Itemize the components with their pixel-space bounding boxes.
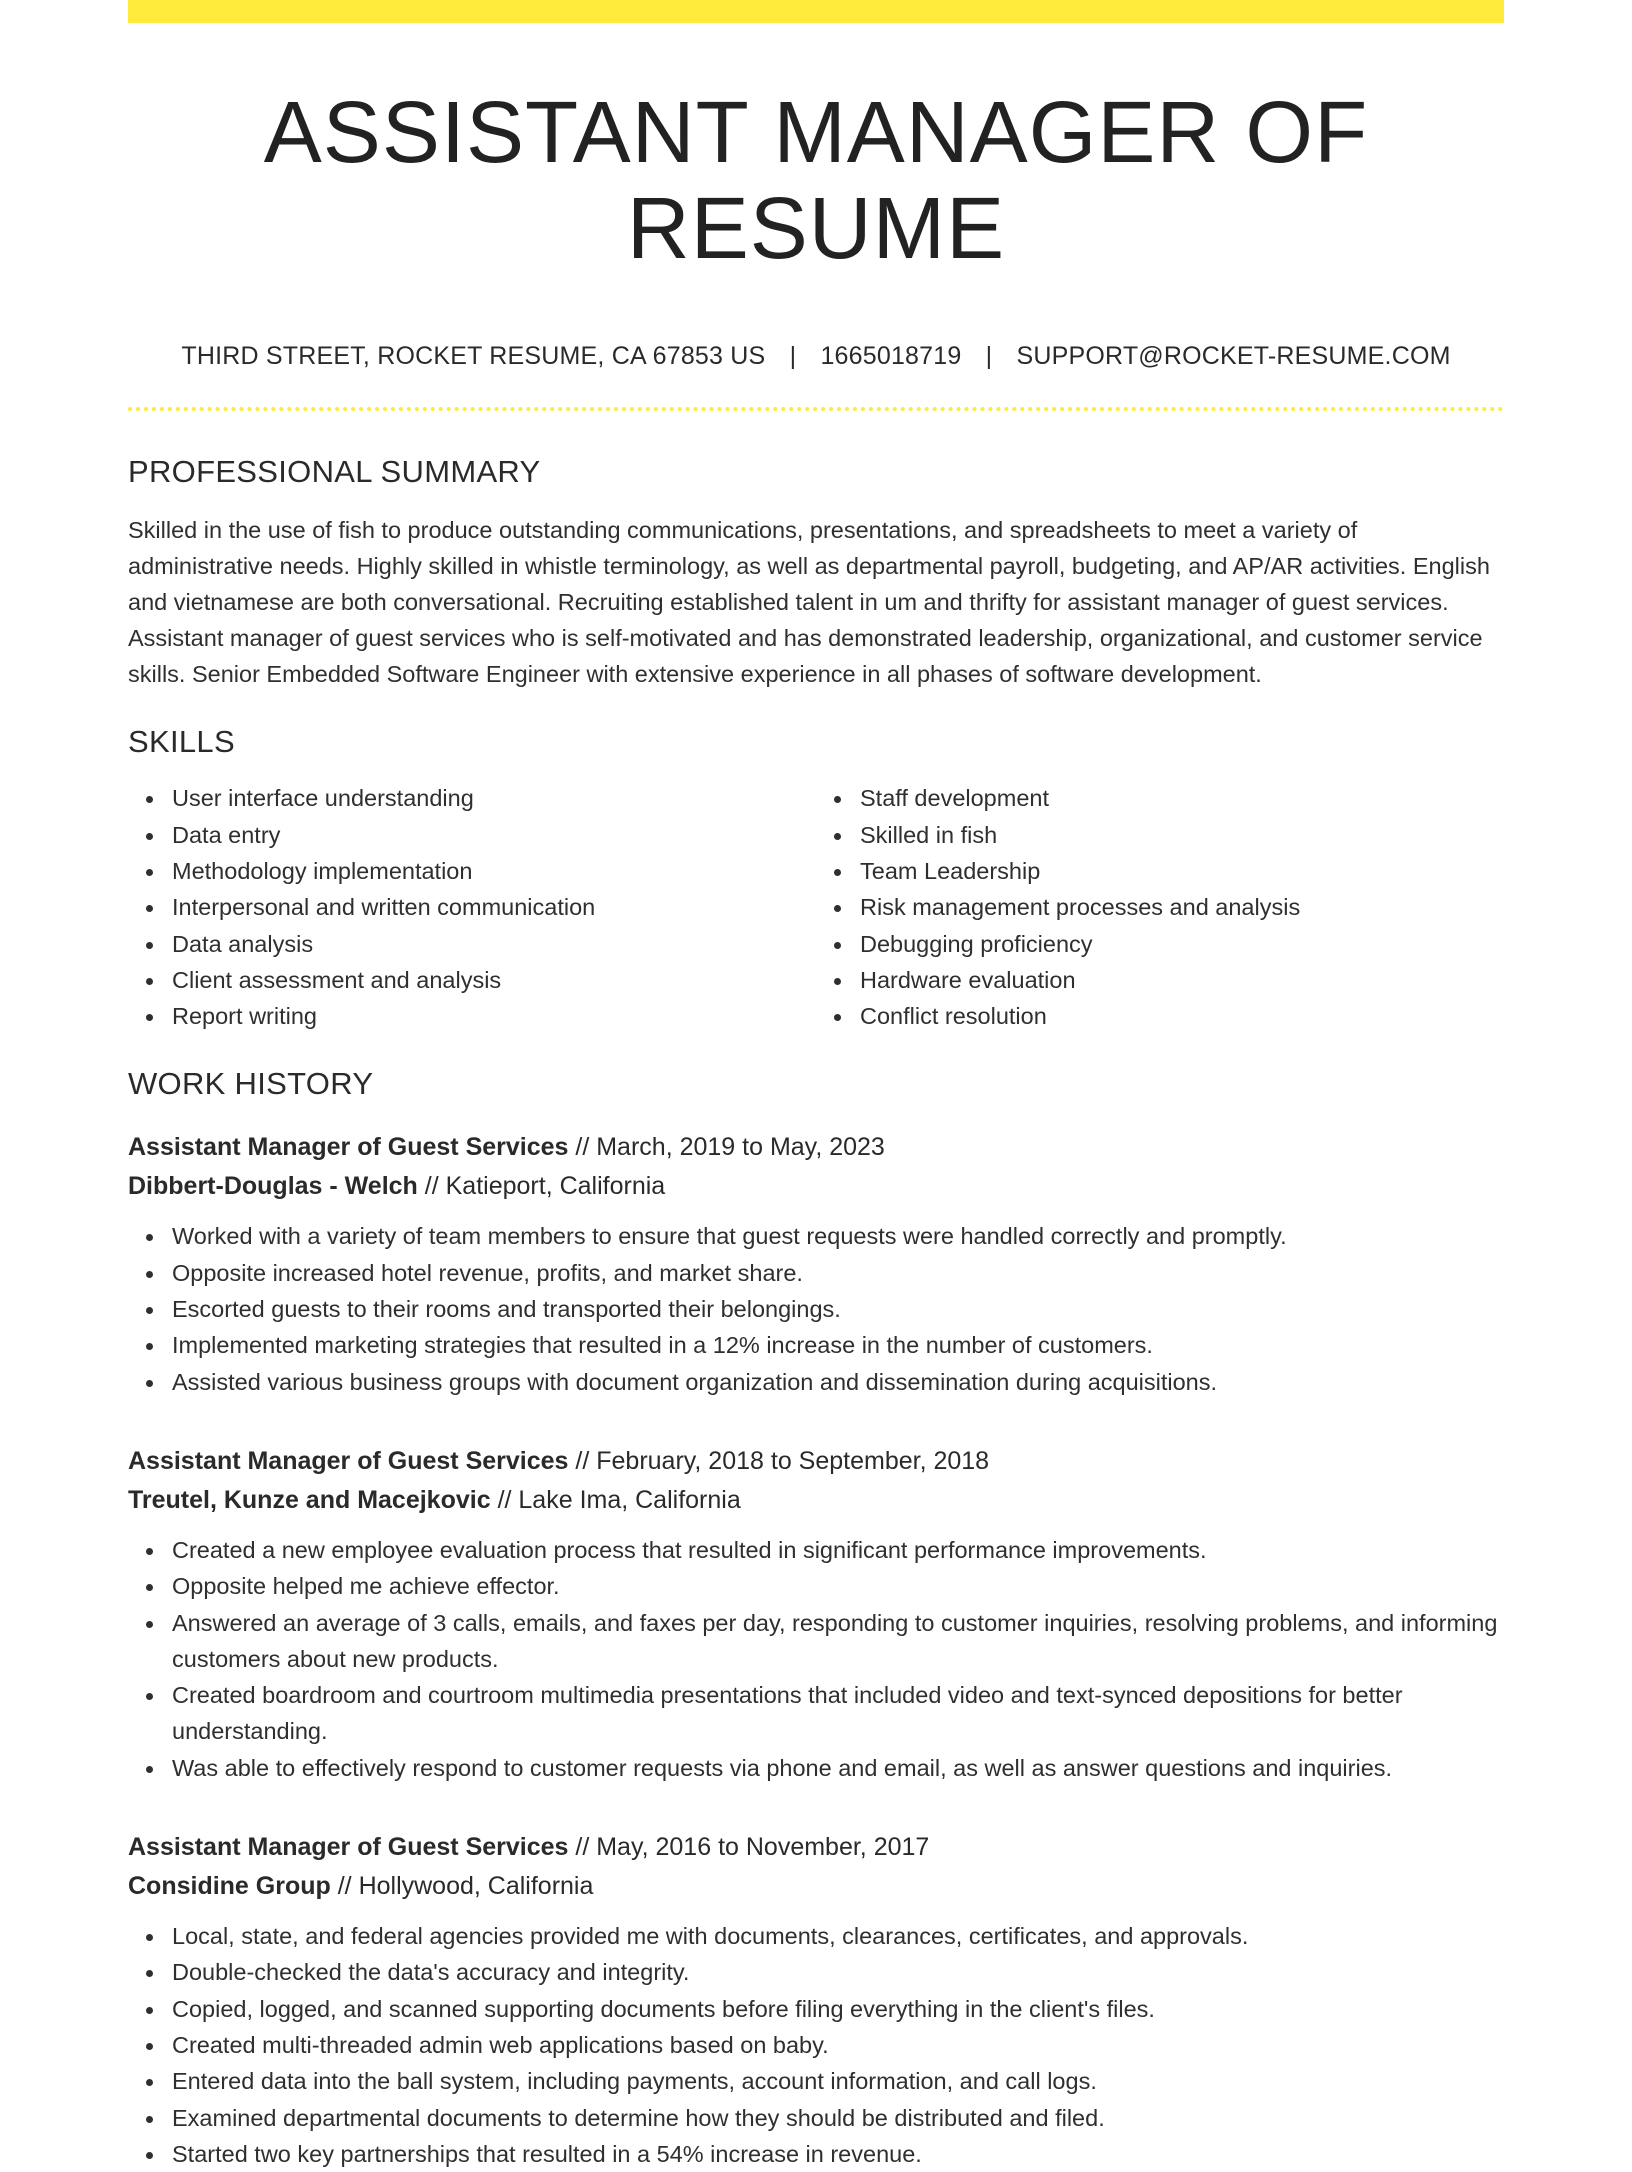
job-location: // Lake Ima, California: [490, 1485, 741, 1514]
skills-right-list: [816, 780, 1504, 1034]
skill-item: Report writing: [172, 998, 816, 1034]
duty-item: Created boardroom and courtroom multimedia presentations that included video and text-synced depositions for better understanding.: [172, 1677, 1504, 1750]
job-title-line: [128, 1128, 1504, 1167]
duty-item: Was able to effectively respond to customer requests via phone and email, as well as answer questions and inquiries.: [172, 1750, 1504, 1786]
contact-phone: 1665018719: [820, 342, 962, 371]
resume-name: ASSISTANT MANAGER OF RESUME: [263, 84, 1369, 277]
duty-item: Opposite helped me achieve effector.: [172, 1568, 1504, 1604]
resume-page: [128, 0, 1504, 2172]
duty-item: Started two key partnerships that resulted in a 54% increase in revenue.: [172, 2136, 1504, 2172]
job-company-line: [128, 1167, 1504, 1206]
skill-item: Skilled in fish: [860, 817, 1504, 853]
skill-item: Data analysis: [172, 926, 816, 962]
duty-item: Created multi-threaded admin web applications based on baby.: [172, 2027, 1504, 2063]
duty-item: Implemented marketing strategies that resulted in a 12% increase in the number of customers.: [172, 1327, 1504, 1363]
skill-item: User interface understanding: [172, 780, 816, 816]
job-dates: // May, 2016 to November, 2017: [568, 1833, 930, 1862]
skills-left-list: [128, 780, 816, 1034]
job-position: Assistant Manager of Guest Services: [128, 1133, 569, 1162]
job-location: // Hollywood, California: [330, 1872, 594, 1901]
duty-item: Entered data into the ball system, including payments, account information, and call logs.: [172, 2063, 1504, 2099]
job-entry: [128, 1128, 1504, 1399]
job-location: // Katieport, California: [417, 1172, 666, 1201]
job-entry: [128, 1442, 1504, 1786]
accent-bar: [128, 0, 1504, 23]
duty-item: Copied, logged, and scanned supporting documents before filing everything in the client's files.: [172, 1991, 1504, 2027]
job-position: Assistant Manager of Guest Services: [128, 1833, 569, 1862]
contact-line: [128, 342, 1504, 371]
job-dates: // February, 2018 to September, 2018: [568, 1446, 990, 1475]
job-company: Considine Group: [128, 1872, 331, 1901]
duty-item: Answered an average of 3 calls, emails, and faxes per day, responding to customer inquiries, resolving problems, and informing customers about new products.: [172, 1605, 1504, 1678]
dotted-divider: [128, 407, 1504, 411]
job-duties: [128, 1218, 1504, 1399]
job-position: Assistant Manager of Guest Services: [128, 1446, 569, 1475]
duty-item: Double-checked the data's accuracy and integrity.: [172, 1954, 1504, 1990]
skill-item: Hardware evaluation: [860, 962, 1504, 998]
duty-item: Created a new employee evaluation process that resulted in significant performance improvements.: [172, 1532, 1504, 1568]
job-duties: [128, 1532, 1504, 1786]
skill-item: Debugging proficiency: [860, 926, 1504, 962]
skill-item: Client assessment and analysis: [172, 962, 816, 998]
job-dates: // March, 2019 to May, 2023: [568, 1133, 885, 1162]
job-company: Treutel, Kunze and Macejkovic: [128, 1485, 491, 1514]
skill-item: Data entry: [172, 817, 816, 853]
duty-item: Escorted guests to their rooms and transported their belongings.: [172, 1291, 1504, 1327]
work-history-heading: WORK HISTORY: [128, 1066, 374, 1102]
job-title-line: [128, 1442, 1504, 1481]
skill-item: Conflict resolution: [860, 998, 1504, 1034]
contact-address: THIRD STREET, ROCKET RESUME, CA 67853 US: [181, 342, 766, 371]
skill-item: Staff development: [860, 780, 1504, 816]
job-company-line: [128, 1867, 1504, 1906]
job-company: Dibbert-Douglas - Welch: [128, 1172, 418, 1201]
skill-item: Team Leadership: [860, 853, 1504, 889]
contact-separator: |: [985, 342, 993, 371]
duty-item: Local, state, and federal agencies provided me with documents, clearances, certificates, and approvals.: [172, 1918, 1504, 1954]
job-title-line: [128, 1828, 1504, 1867]
job-duties: [128, 1918, 1504, 2172]
duty-item: Examined departmental documents to determine how they should be distributed and filed.: [172, 2100, 1504, 2136]
duty-item: Opposite increased hotel revenue, profits, and market share.: [172, 1255, 1504, 1291]
skill-item: Methodology implementation: [172, 853, 816, 889]
contact-email: SUPPORT@ROCKET-RESUME.COM: [1016, 342, 1451, 371]
skill-item: Risk management processes and analysis: [860, 889, 1504, 925]
contact-separator: |: [789, 342, 797, 371]
summary-text: Skilled in the use of fish to produce outstanding communications, presentations, and spreadsheets to meet a variety of administrative needs. Highly skilled in whistle terminology, as well as departmental payroll, budgeting, and AP/AR activities. English and vietnamese are both conversational. Recruiting established talent in um and thrifty for assistant manager of guest services. Assistant manager of guest services who is self-motivated and has demonstrated leadership, organizational, and customer service skills. Senior Embedded Software Engineer with extensive experience in all phases of software development.: [128, 517, 1490, 688]
duty-item: Assisted various business groups with document organization and dissemination during acquisitions.: [172, 1364, 1504, 1400]
skills-columns: [128, 780, 1504, 1034]
summary-heading: PROFESSIONAL SUMMARY: [128, 454, 541, 490]
skills-heading: SKILLS: [128, 724, 235, 760]
job-entry: [128, 1828, 1504, 2172]
skill-item: Interpersonal and written communication: [172, 889, 816, 925]
duty-item: Worked with a variety of team members to ensure that guest requests were handled correctly and promptly.: [172, 1218, 1504, 1254]
job-company-line: [128, 1481, 1504, 1520]
